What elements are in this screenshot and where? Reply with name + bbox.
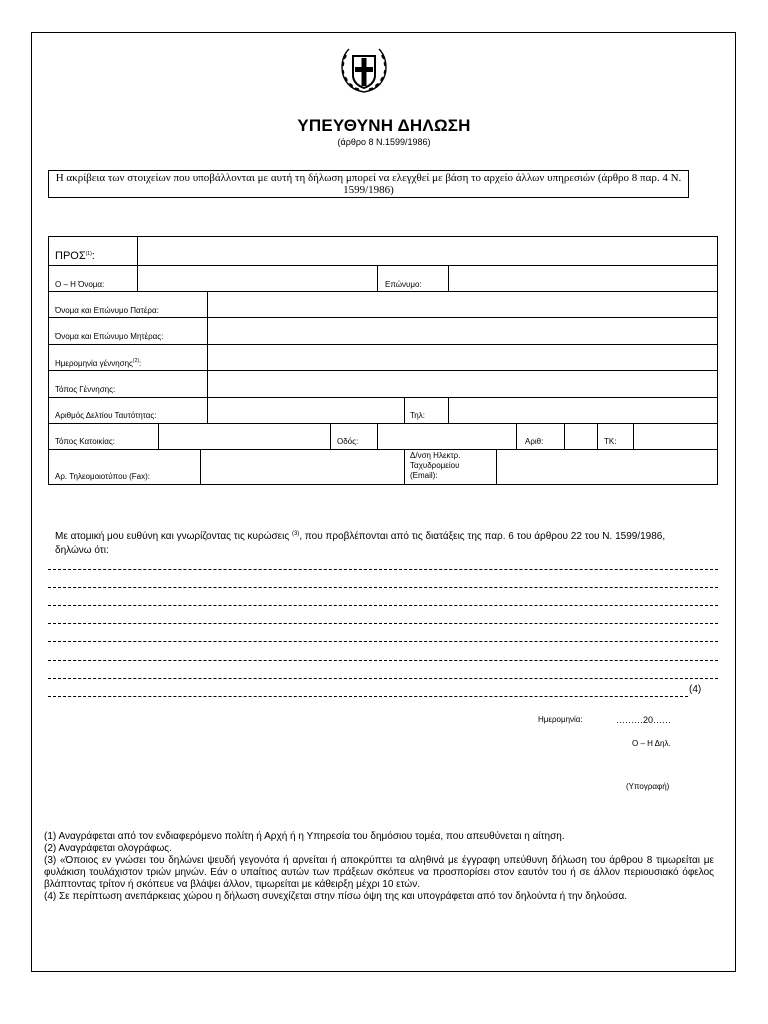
birth-place-field[interactable] [208,371,716,396]
declaration-line[interactable] [48,569,718,570]
residence-label: Τόπος Κατοικίας: [55,437,115,446]
id-number-label: Αριθμός Δελτίου Ταυτότητας: [55,411,157,420]
mother-name-field[interactable] [208,318,716,343]
footnote-3: (3) «Όποιος εν γνώσει του δηλώνει ψευδή γεγονότα ή αρνείται ή αποκρύπτει τα αληθινά με έγγραφη υπεύθυνη δήλωση του άρθρου 8 τιμωρείται με φυλάκιση τουλάχιστον τριών μηνών. Εάν ο υπαίτιος αυτών των πράξεων σκόπευε να προσπορίσει στον εαυτόν του ή σε άλλον περιουσιακό όφελος βλάπτοντας τρίτον ή σκόπευε να βλάψει άλλον, τιμωρείται με κάθειρξη μέχρι 10 ετών. [44,855,714,890]
accuracy-notice: Η ακρίβεια των στοιχείων που υποβάλλονται με αυτή τη δήλωση μπορεί να ελεγχθεί με βάση το αρχείο άλλων υπηρεσιών (άρθρο 8 παρ. 4 Ν. 1599/1986) [48,170,689,198]
footnote-4: (4) Σε περίπτωση ανεπάρκειας χώρου η δήλωση συνεχίζεται στην πίσω όψη της και υπογράφεται από τον δηλούντα ή την δηλούσα. [44,891,628,902]
recipient-field[interactable] [138,237,716,264]
declarant-label: Ο – Η Δηλ. [632,739,671,748]
mother-name-label: Όνομα και Επώνυμο Μητέρας: [55,332,164,341]
id-number-field[interactable] [208,398,403,422]
postal-code-label: ΤΚ: [604,437,617,446]
cell-divider [404,449,405,484]
email-field[interactable] [497,450,716,483]
first-name-label: Ο – Η Όνομα: [55,280,105,289]
street-field[interactable] [378,424,515,448]
footnotes [44,831,714,903]
coat-of-arms-icon [338,43,390,95]
street-number-field[interactable] [565,424,596,448]
cell-divider [404,397,405,423]
declaration-text: Με ατομική μου ευθύνη και γνωρίζοντας τις κυρώσεις $^{(3)}$, που προβλέπονται από τις διατάξεις της παρ. 6 του άρθρου 22 του Ν. 1599/1986, δηλώνω ότι: [55,531,666,556]
document-subtitle: (άρθρο 8 Ν.1599/1986) [337,137,431,147]
cell-divider [377,265,378,291]
cell-divider [330,423,331,449]
father-name-label: Όνομα και Επώνυμο Πατέρα: [55,306,159,315]
date-label: Ημερομηνία: [538,715,583,724]
document-title: ΥΠΕΥΘΥΝΗ ΔΗΛΩΣΗ [297,116,471,135]
postal-code-field[interactable] [634,424,716,448]
form-border-bottom [48,484,718,485]
father-name-field[interactable] [208,292,716,316]
recipient-label: ΠΡΟΣ$^{(1)}$: [55,250,95,262]
declaration-line[interactable] [48,587,718,588]
declaration-line[interactable] [48,678,718,679]
last-name-field[interactable] [449,266,716,290]
footnote-4-marker: (4) [689,684,702,695]
residence-field[interactable] [159,424,329,448]
fax-label: Αρ. Τηλεομοιοτύπου (Fax): [55,472,150,481]
declaration-line[interactable] [48,641,718,642]
footnote-1: (1) Αναγράφεται από τον ενδιαφερόμενο πολίτη ή Αρχή ή η Υπηρεσία του δημόσιου τομέα, που απευθύνεται η αίτηση. [44,831,565,842]
form-border-left [48,236,49,484]
phone-field[interactable] [449,398,716,422]
form-border-right [717,236,718,484]
street-label: Οδός: [337,437,359,446]
declaration-line[interactable] [48,605,718,606]
declaration-line[interactable] [48,660,718,661]
birth-place-label: Τόπος Γέννησης: [55,385,116,394]
footnote-2: (2) Αναγράφεται ολογράφως. [44,843,172,854]
birth-date-label: Ημερομηνία γέννησης$^{(2)}$: [55,358,142,368]
declaration-line[interactable] [48,623,718,624]
first-name-field[interactable] [138,266,376,290]
street-number-label: Αριθ: [525,437,544,446]
birth-date-field[interactable] [208,345,716,369]
date-value[interactable]: ………20…… [616,715,672,725]
fax-field[interactable] [201,450,403,483]
signature-label: (Υπογραφή) [626,782,670,791]
phone-label: Τηλ: [410,411,425,420]
email-label: Δ/νση Ηλεκτρ. Ταχυδρομείου (Email): [410,451,461,480]
cell-divider [597,423,598,449]
last-name-label: Επώνυμο: [385,280,422,289]
cell-divider [516,423,517,449]
declaration-line[interactable] [48,696,688,697]
